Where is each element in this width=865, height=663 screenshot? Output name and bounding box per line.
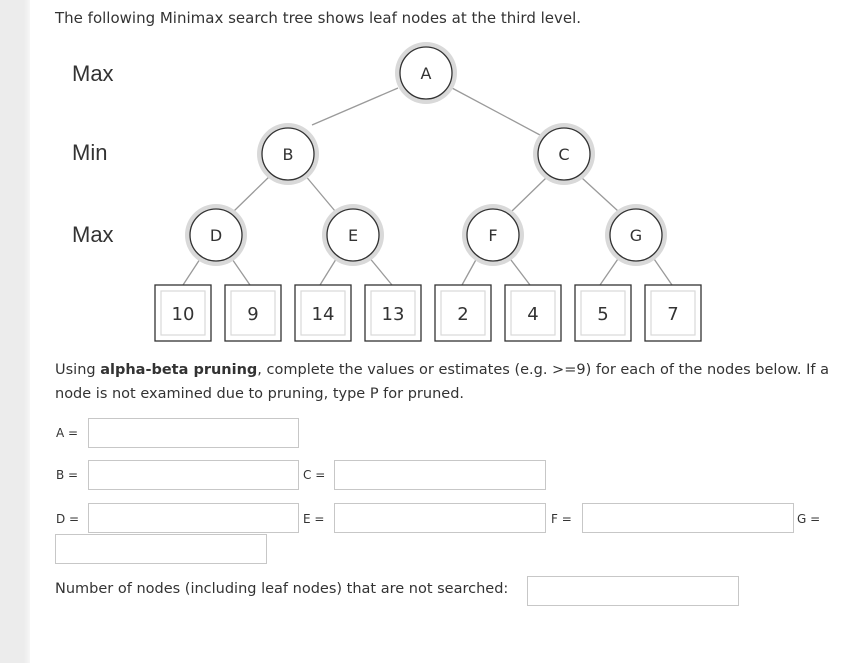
input-not-searched[interactable] xyxy=(527,576,739,606)
input-g[interactable] xyxy=(55,534,267,564)
edge-c-f xyxy=(512,178,546,211)
leaf-1-value: 10 xyxy=(171,304,195,325)
instruction-text xyxy=(55,358,845,406)
node-c xyxy=(533,123,595,185)
label-d: D = xyxy=(56,512,80,526)
edge-a-c xyxy=(452,88,540,135)
label-a: A = xyxy=(56,426,79,440)
leaf-4-value: 13 xyxy=(381,304,405,325)
instruction-suffix: , complete the values or estimates (e.g. >=9) for each of the nodes below. If a node is not examined due to pruning, type P for pruned. xyxy=(55,362,829,402)
node-g xyxy=(605,204,667,266)
leaf-5-value: 2 xyxy=(457,304,469,325)
edge-c-g xyxy=(582,178,618,211)
node-f xyxy=(462,204,524,266)
edge-b-e xyxy=(304,174,335,211)
edge-f-leaf6 xyxy=(508,256,530,285)
edge-g-leaf7 xyxy=(600,256,620,285)
input-f[interactable] xyxy=(582,503,794,533)
leaf-1 xyxy=(155,285,211,341)
leaf-8-value: 7 xyxy=(667,304,679,325)
node-e-label: E xyxy=(347,226,359,245)
label-b: B = xyxy=(56,468,79,482)
leaf-6 xyxy=(505,285,561,341)
edge-b-d xyxy=(234,174,272,211)
leaf-7 xyxy=(575,285,631,341)
level-label-max-bottom: Max xyxy=(72,222,114,247)
edge-a-b xyxy=(312,88,398,125)
leaf-4 xyxy=(365,285,421,341)
leaf-7-value: 5 xyxy=(597,304,609,325)
leaf-5 xyxy=(435,285,491,341)
leaf-3 xyxy=(295,285,351,341)
level-label-min: Min xyxy=(72,140,108,165)
label-f: F = xyxy=(551,512,572,526)
node-f-label: F xyxy=(488,226,498,245)
not-searched-label: Number of nodes (including leaf nodes) that are not searched: xyxy=(55,581,509,597)
leaf-3-value: 14 xyxy=(311,304,335,325)
edge-g-leaf8 xyxy=(652,256,672,285)
label-g: G = xyxy=(797,512,821,526)
node-g-label: G xyxy=(629,226,643,245)
input-b[interactable] xyxy=(88,460,299,490)
node-b xyxy=(257,123,319,185)
node-a xyxy=(395,42,457,104)
leaf-8 xyxy=(645,285,701,341)
leaf-2 xyxy=(225,285,281,341)
node-b-label: B xyxy=(282,145,294,164)
node-e xyxy=(322,204,384,266)
leaf-6-value: 4 xyxy=(527,304,539,325)
node-a-label: A xyxy=(420,64,432,83)
edge-e-leaf4 xyxy=(368,256,392,285)
input-a[interactable] xyxy=(88,418,299,448)
input-d[interactable] xyxy=(88,503,299,533)
question-intro: The following Minimax search tree shows leaf nodes at the third level. xyxy=(55,9,582,27)
node-d-label: D xyxy=(209,226,223,245)
label-e: E = xyxy=(303,512,325,526)
label-c: C = xyxy=(303,468,326,482)
input-e[interactable] xyxy=(334,503,546,533)
instruction-bold: alpha-beta pruning xyxy=(100,362,258,378)
input-c[interactable] xyxy=(334,460,546,490)
leaf-2-value: 9 xyxy=(247,304,259,325)
level-label-max-top: Max xyxy=(72,61,114,86)
node-c-label: C xyxy=(558,145,570,164)
node-d xyxy=(185,204,247,266)
instruction-prefix: Using xyxy=(55,362,101,378)
